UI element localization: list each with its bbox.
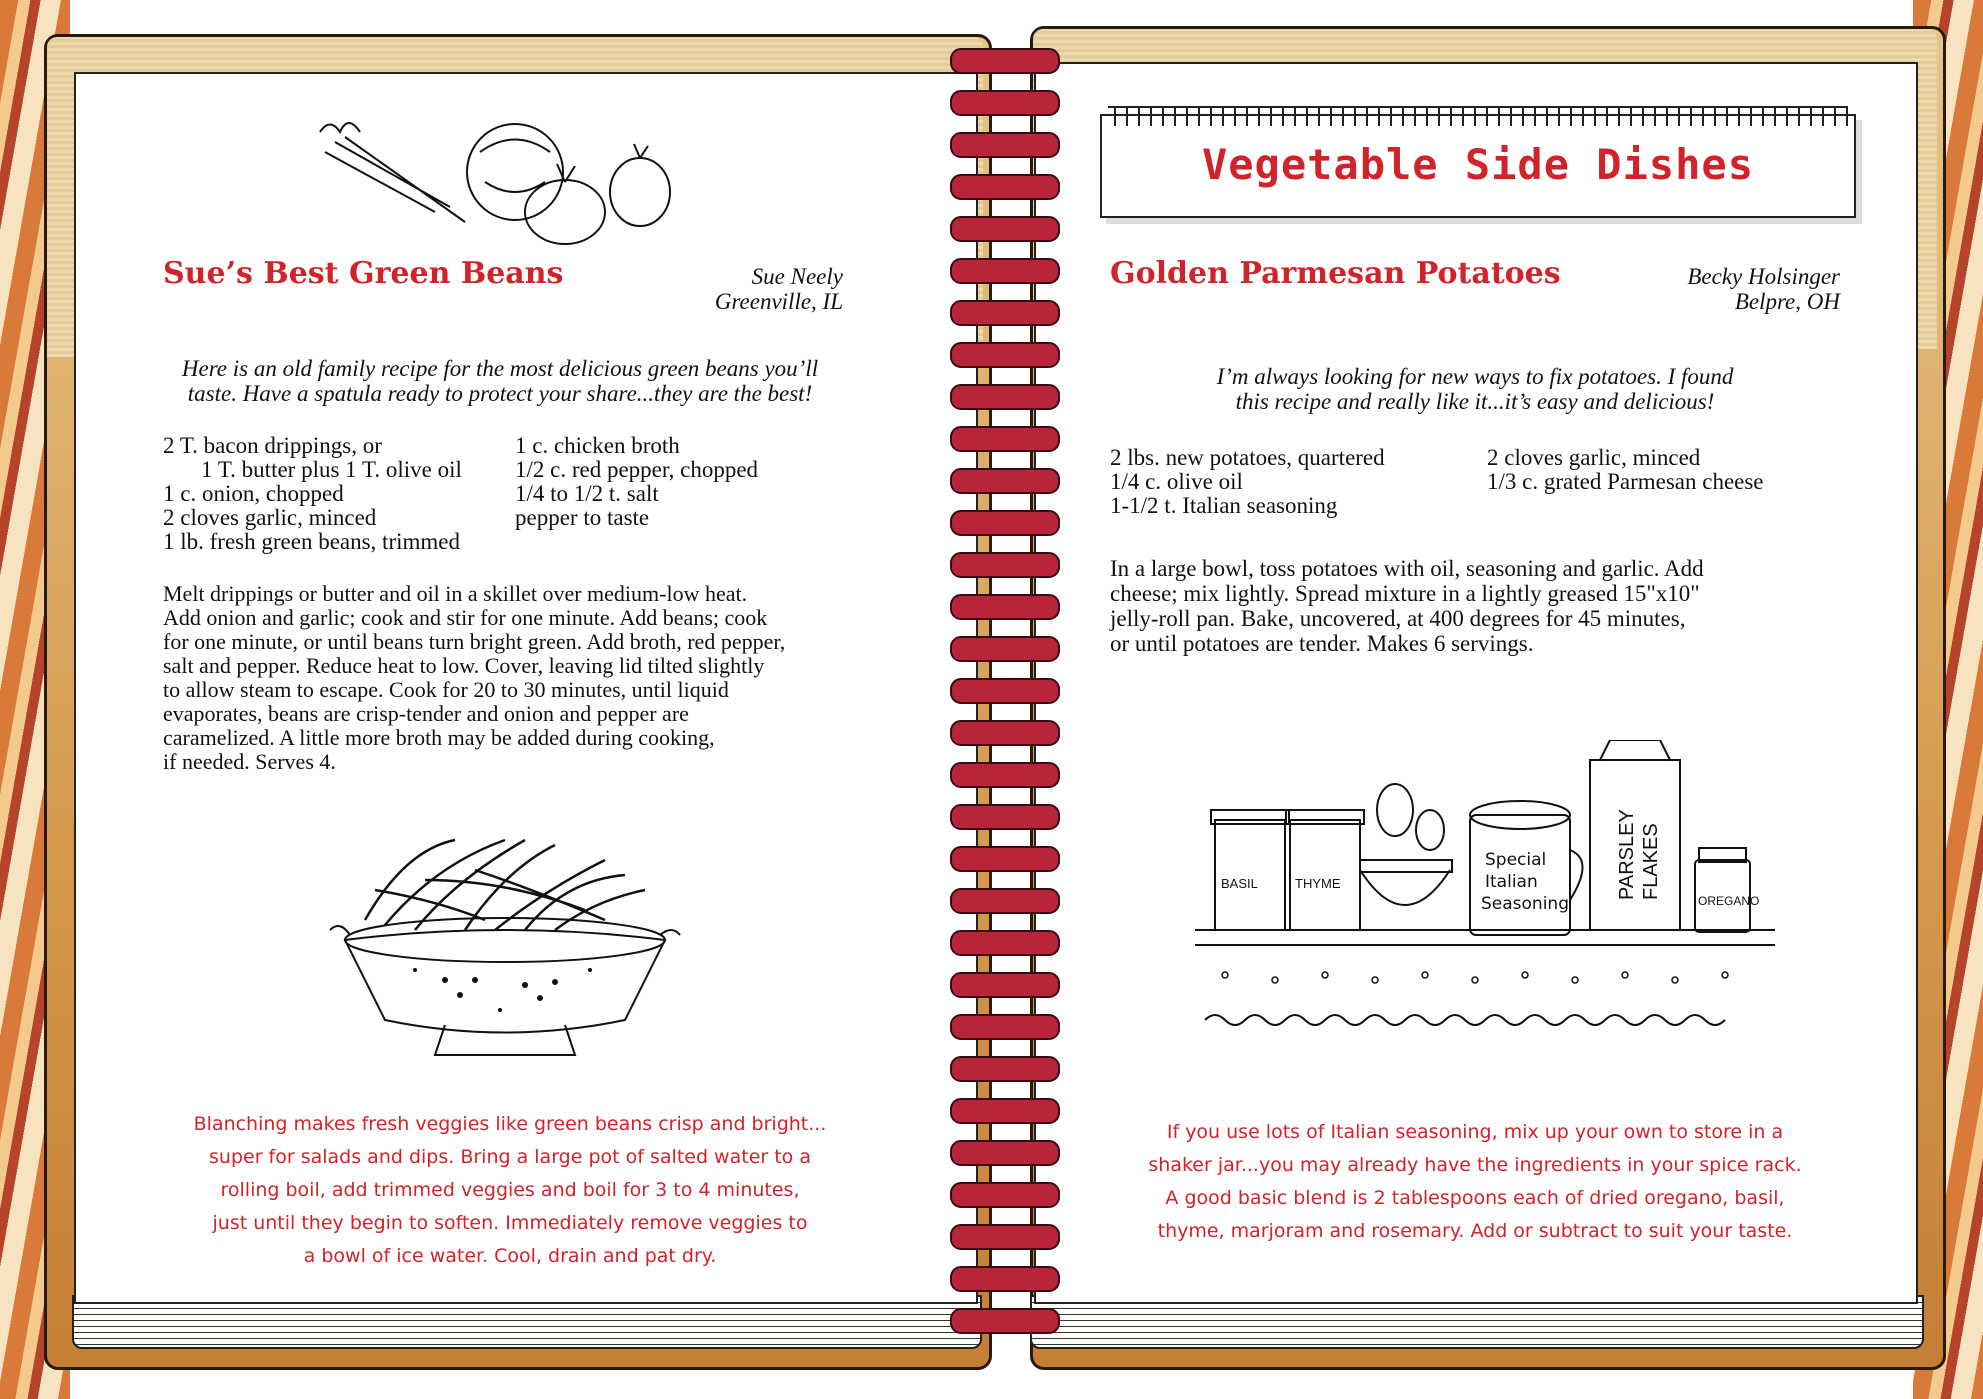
ingredient: 1/4 c. olive oil [1110,469,1243,494]
direction-line: to allow steam to escape. Cook for 20 to 30 minutes, until liquid [163,677,729,702]
right-intro-line: this recipe and really like it...it’s easy and delicious! [1235,389,1715,414]
right-directions [1110,556,1830,656]
shaker-label-line: Italian [1485,872,1538,892]
spiral-ring [950,1098,1060,1124]
vegetables-illustration [315,112,685,252]
ingredient: 2 cloves garlic, minced [1487,445,1701,470]
parsley-label-line: FLAKES [1640,823,1662,900]
thyme-label: THYME [1295,876,1341,891]
spiral-binding [950,30,1060,1350]
ingredient: 1/4 to 1/2 t. salt [515,481,659,506]
ingredient: pepper to taste [515,505,650,530]
ingredient: 1/3 c. grated Parmesan cheese [1487,469,1764,494]
ingredient: 2 cloves garlic, minced [163,505,377,530]
right-ingredients-col1 [1110,446,1385,518]
direction-line: caramelized. A little more broth may be added during cooking, [163,725,715,750]
spiral-ring [950,216,1060,242]
tip-line: If you use lots of Italian seasoning, mix up your own to store in a [1166,1121,1784,1143]
tip-line: A good basic blend is 2 tablespoons each of dried oregano, basil, [1165,1187,1785,1209]
spiral-ring [950,552,1060,578]
tip-line: thyme, marjoram and rosemary. Add or subtract to suit your taste. [1157,1220,1793,1242]
direction-line: for one minute, or until beans turn bright green. Add broth, red pepper, [163,629,786,654]
banner-spiral [1108,106,1848,126]
spiral-ring [950,384,1060,410]
spiral-ring [950,174,1060,200]
section-title: Vegetable Side Dishes [1201,140,1754,189]
left-ingredients-col1 [163,434,462,554]
spiral-ring [950,1266,1060,1292]
direction-line: jelly-roll pan. Bake, uncovered, at 400 degrees for 45 minutes, [1110,606,1686,631]
ingredient: 2 lbs. new potatoes, quartered [1110,445,1385,470]
left-intro-line: Here is an old family recipe for the most delicious green beans you’ll [181,356,819,381]
spiral-ring [950,846,1060,872]
right-ingredients-col2 [1487,446,1764,494]
left-intro [150,356,850,406]
tip-line: a bowl of ice water. Cool, drain and pat dry. [303,1245,717,1267]
left-location: Greenville, IL [714,289,843,314]
right-location: Belpre, OH [1734,289,1840,314]
spiral-ring [950,132,1060,158]
left-ingredients-col2 [515,434,758,530]
spiral-ring [950,342,1060,368]
spiral-ring [950,90,1060,116]
direction-line: Melt drippings or butter and oil in a skillet over medium-low heat. [163,581,748,606]
ingredient: 1 c. chicken broth [515,433,680,458]
oregano-label: OREGANO [1698,894,1760,908]
spiral-ring [950,972,1060,998]
spiral-ring [950,258,1060,284]
parsley-label-line: PARSLEY [1616,809,1638,900]
direction-line: evaporates, beans are crisp-tender and onion and pepper are [163,701,689,726]
spiral-ring [950,426,1060,452]
spiral-ring [950,1140,1060,1166]
spiral-ring [950,678,1060,704]
ingredient: 1-1/2 t. Italian seasoning [1110,493,1338,518]
spiral-ring [950,762,1060,788]
spiral-ring [950,1308,1060,1334]
spiral-ring [950,930,1060,956]
right-byline [1590,264,1840,314]
tip-line: shaker jar...you may already have the ingredients in your spice rack. [1148,1154,1802,1176]
spiral-ring [950,804,1060,830]
direction-line: cheese; mix lightly. Spread mixture in a lightly greased 15"x10" [1110,581,1700,606]
spiral-ring [950,48,1060,74]
right-intro [1120,364,1830,414]
spice-rack-illustration [1195,740,1775,1060]
spiral-ring [950,1056,1060,1082]
left-directions [163,582,863,774]
colander-beans-illustration [325,830,685,1070]
right-intro-line: I’m always looking for new ways to fix potatoes. I found [1216,364,1734,389]
section-banner [1100,114,1856,218]
tip-line: super for salads and dips. Bring a large pot of salted water to a [209,1146,811,1168]
spiral-ring [950,594,1060,620]
left-byline [600,264,843,314]
ingredient: 1 T. butter plus 1 T. olive oil [201,457,462,482]
direction-line: if needed. Serves 4. [163,749,336,774]
spiral-ring [950,1014,1060,1040]
right-author: Becky Holsinger [1687,264,1840,289]
shaker-label-line: Seasoning [1481,894,1569,914]
spiral-ring [950,888,1060,914]
tip-line: rolling boil, add trimmed veggies and boil for 3 to 4 minutes, [220,1179,800,1201]
spiral-ring [950,1182,1060,1208]
spiral-ring [950,468,1060,494]
spiral-ring [950,510,1060,536]
right-tip [1110,1116,1840,1248]
ingredient: 1/2 c. red pepper, chopped [515,457,759,482]
left-recipe-title: Sue’s Best Green Beans [163,256,564,291]
shaker-label-line: Special [1485,850,1547,870]
left-author: Sue Neely [751,264,843,289]
ingredient: 2 T. bacon drippings, or [163,433,382,458]
basil-label: BASIL [1221,876,1258,891]
left-tip [150,1108,870,1273]
right-recipe-title: Golden Parmesan Potatoes [1110,256,1561,291]
spiral-ring [950,1224,1060,1250]
ingredient: 1 c. onion, chopped [163,481,344,506]
direction-line: salt and pepper. Reduce heat to low. Cover, leaving lid tilted slightly [163,653,765,678]
tip-line: Blanching makes fresh veggies like green beans crisp and bright... [193,1113,827,1135]
direction-line: or until potatoes are tender. Makes 6 servings. [1110,631,1534,656]
ingredient: 1 lb. fresh green beans, trimmed [163,529,460,554]
spiral-ring [950,300,1060,326]
left-intro-line: taste. Have a spatula ready to protect your share...they are the best! [187,381,813,406]
direction-line: In a large bowl, toss potatoes with oil, seasoning and garlic. Add [1110,556,1704,581]
tip-line: just until they begin to soften. Immediately remove veggies to [212,1212,808,1234]
spiral-ring [950,720,1060,746]
spiral-ring [950,636,1060,662]
direction-line: Add onion and garlic; cook and stir for one minute. Add beans; cook [163,605,768,630]
